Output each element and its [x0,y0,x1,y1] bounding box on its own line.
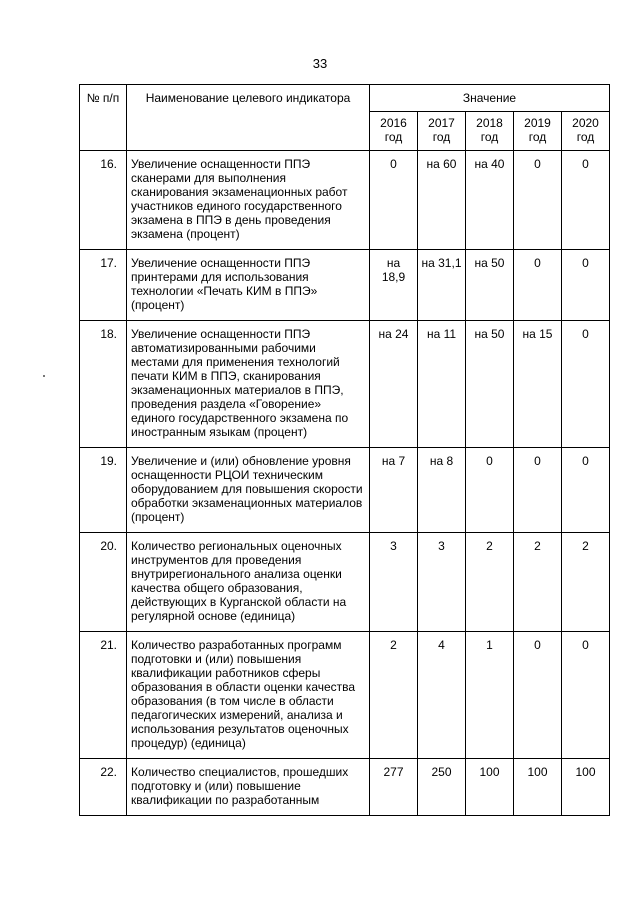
row-number: 16. [80,151,127,250]
value-2017: на 8 [418,448,466,533]
value-2020: 100 [562,759,610,816]
indicator-name: Увеличение оснащенности ППЭ принтерами для использования технологии «Печать КИМ в ППЭ» (процент) [127,250,370,321]
value-2018: 100 [466,759,514,816]
value-2019: 2 [514,533,562,632]
value-2017: 250 [418,759,466,816]
value-2019: 0 [514,151,562,250]
value-2018: 2 [466,533,514,632]
value-2019: 0 [514,448,562,533]
header-year-2020: 2020 год [562,112,610,151]
value-2019: 0 [514,632,562,759]
indicator-name: Количество специалистов, прошедших подготовку и (или) повышение квалификации по разработанным [127,759,370,816]
value-2016: 277 [370,759,418,816]
value-2020: 0 [562,151,610,250]
value-2018: 0 [466,448,514,533]
value-2016: 0 [370,151,418,250]
value-2016: на 7 [370,448,418,533]
table-row [80,151,610,250]
value-2020: 0 [562,250,610,321]
row-number: 22. [80,759,127,816]
header-year-2019: 2019 год [514,112,562,151]
value-2019: на 15 [514,321,562,448]
value-2020: 2 [562,533,610,632]
value-2017: 3 [418,533,466,632]
indicator-name: Количество разработанных программ подготовки и (или) повышения квалификации работников сферы образования в области оценки качества образования (в том числе в области педагогических измерений, анализа и использования результатов оценочных процедур) (единица) [127,632,370,759]
target-indicators-table [79,84,610,816]
indicator-name: Увеличение оснащенности ППЭ автоматизированными рабочими местами для применения технологий печати КИМ в ППЭ, сканирования экзаменационных материалов в ППЭ, проведения раздела «Говорение» единого государственного экзамена по иностранным языкам (процент) [127,321,370,448]
value-2017: на 60 [418,151,466,250]
table-row [80,632,610,759]
table-header-row [80,85,610,112]
table-row [80,533,610,632]
row-number: 20. [80,533,127,632]
value-2020: 0 [562,448,610,533]
row-number: 19. [80,448,127,533]
header-year-2017: 2017 год [418,112,466,151]
value-2019: 100 [514,759,562,816]
value-2018: 1 [466,632,514,759]
header-indicator-name: Наименование целевого индикатора [127,85,370,151]
value-2018: на 40 [466,151,514,250]
value-2016: на 24 [370,321,418,448]
value-2018: на 50 [466,250,514,321]
table-row [80,321,610,448]
value-2017: 4 [418,632,466,759]
value-2016: 3 [370,533,418,632]
indicator-name: Увеличение оснащенности ППЭ сканерами для выполнения сканирования экзаменационных работ участников единого государственного экзамена в ППЭ в день проведения экзамена (процент) [127,151,370,250]
indicator-name: Количество региональных оценочных инструментов для проведения внутрирегионального анализа оценки качества общего образования, действующих в Курганской области на регулярной основе (единица) [127,533,370,632]
table-row [80,448,610,533]
row-number: 21. [80,632,127,759]
row-number: 17. [80,250,127,321]
value-2018: на 50 [466,321,514,448]
header-year-2016: 2016 год [370,112,418,151]
row-number: 18. [80,321,127,448]
header-year-2018: 2018 год [466,112,514,151]
page-number: 33 [312,56,328,71]
value-2017: на 31,1 [418,250,466,321]
value-2016: на 18,9 [370,250,418,321]
value-2019: 0 [514,250,562,321]
header-value: Значение [370,85,610,112]
table-row [80,250,610,321]
value-2020: 0 [562,632,610,759]
header-number: № п/п [80,85,127,151]
value-2016: 2 [370,632,418,759]
value-2020: 0 [562,321,610,448]
scan-artifact-dot [43,375,45,377]
indicator-name: Увеличение и (или) обновление уровня оснащенности РЦОИ техническим оборудованием для повышения скорости обработки экзаменационных материалов (процент) [127,448,370,533]
table-row [80,759,610,816]
value-2017: на 11 [418,321,466,448]
